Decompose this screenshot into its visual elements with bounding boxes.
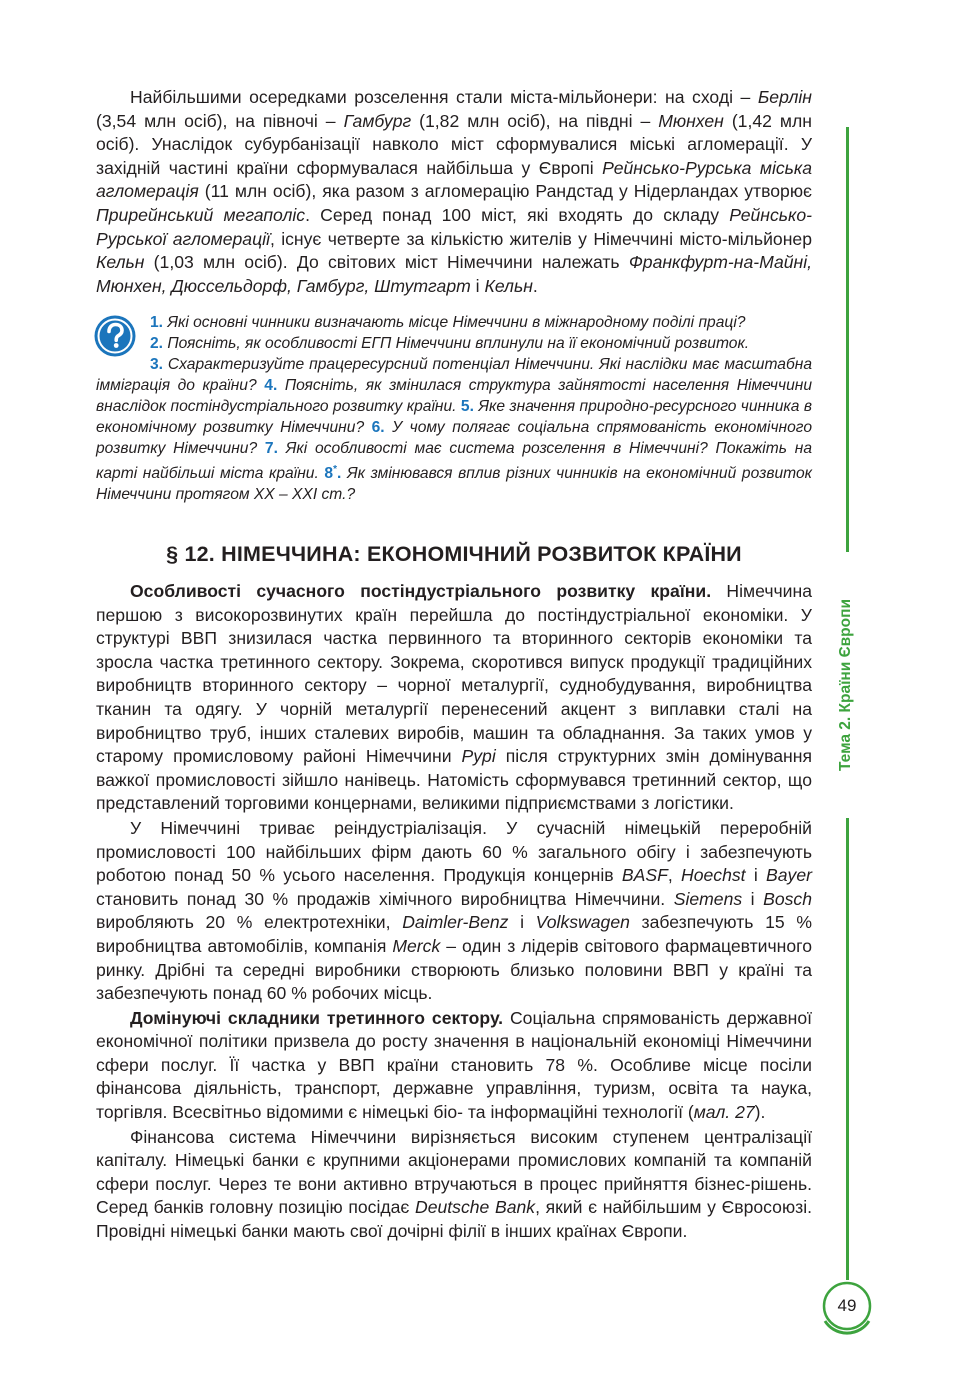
text-run: Найбільшими осередками розселення стали міста-мільйонери: на сході – bbox=[130, 87, 758, 107]
text-run: (3,54 млн осіб), на півночі – bbox=[96, 110, 344, 131]
text-run: – один з лідерів світового фармацевтичного ринку. Дрібні та середні виробники створюють близько половини ВВП у країні та забезпечують понад 60 % робочих місць. bbox=[96, 935, 812, 1004]
question-text: Поясніть, як особливості ЕГП Німеччини вплинули на її економічний розвиток. bbox=[163, 335, 750, 352]
company-siemens: Siemens bbox=[673, 888, 743, 909]
city-cologne: Кельн bbox=[96, 252, 145, 273]
question-text: Як змінювався вплив різних чинників на економічний розвиток Німеччини протягом XX – XXI ст.? bbox=[96, 465, 812, 504]
text-run: після структурних змін домінування важкої промисловості зійшло нанівець. Натомість сформувався третинний сектор, що представлений торговими концернами, великими підприємствами з логістики. bbox=[96, 746, 812, 814]
subheading-postindustrial: Особливості сучасного постіндустріального розвитку країни. bbox=[130, 581, 712, 601]
company-hoechst: Hoechst bbox=[681, 865, 746, 886]
paragraph-settlement bbox=[96, 86, 812, 298]
text-run: Соціальна спрямованість державної економічної політики призвела до росту значення в національній економіці Німеччини сфери послуг. Її частка у ВВП країни становить 78 %. Особливе місце посіли фінансова діяльність, транспорт, державне управління, туризм, освіта та наука, торгівля. Всесвітньо відомими є німецькі біо- та інформаційні технології ( bbox=[96, 1007, 812, 1123]
question-text: Які особливості має система розселення в Німеччині? Покажіть на карті найбільші міста країни. bbox=[96, 440, 812, 483]
region-ruhr: Рурі bbox=[461, 746, 496, 767]
question-number: 8 bbox=[324, 465, 334, 483]
question-text: Схарактеризуйте працересурсний потенціал Німеччини. Які наслідки має масштабна імміграція до країни? bbox=[96, 356, 812, 394]
text-run: (1,82 млн осіб), на півдні – bbox=[411, 110, 659, 131]
question-number: 3. bbox=[150, 356, 164, 373]
text-run: і bbox=[470, 275, 485, 296]
company-bosch: Bosch bbox=[763, 888, 813, 909]
text-run: забезпечують 15 % виробництва автомобілів, компанія bbox=[96, 912, 812, 956]
questions-3-8 bbox=[96, 354, 812, 505]
question-text: Яке значення природно-ресурсного чинника в економічному розвитку Німеччини? bbox=[96, 398, 812, 436]
theme-label-text: Тема 2. Країни Європи bbox=[837, 598, 854, 772]
side-rule-bottom bbox=[846, 818, 849, 1280]
theme-label bbox=[832, 570, 860, 800]
company-merck: Merck bbox=[392, 935, 441, 956]
question-number: 6. bbox=[371, 419, 385, 436]
figure-reference: мал. 27 bbox=[693, 1102, 755, 1123]
text-run: Фінансова система Німеччини вирізняється високим ступенем централізації капіталу. Німецькі банки є крупними акціонерами промислових компаній та компаній сфери послуг. Через те вони активно втручаються в процес прийняття бізнес-рішень. Серед банків головну позицію посідає bbox=[96, 1126, 812, 1218]
city-berlin: Берлін bbox=[757, 87, 812, 107]
text-run: , який є найбільшим у Євросоюзі. Провідні німецькі банки мають свої дочірні філії в інших країнах Європи. bbox=[96, 1197, 812, 1242]
text-run: . Серед понад 100 міст, які входять до складу bbox=[305, 204, 730, 225]
text-run: ). bbox=[754, 1102, 766, 1123]
question-text: Які основні чинники визначають місце Німеччини в міжнародному поділі праці? bbox=[163, 314, 746, 331]
page-number: 49 bbox=[837, 1296, 857, 1315]
question-number: 4. bbox=[264, 377, 278, 394]
city-cologne: Кельн bbox=[484, 275, 533, 296]
company-volkswagen: Volkswagen bbox=[535, 912, 630, 933]
text-run: (1,42 млн осіб). Унаслідок субурбанізації навколо міст сформувалися міські агломерації. У західній частині країни сформувалася найбільша у Європі bbox=[96, 110, 812, 178]
city-hamburg: Гамбург bbox=[343, 110, 412, 131]
question-number-dot: . bbox=[337, 465, 342, 483]
review-questions bbox=[96, 312, 812, 505]
term-rhine-ruhr: Рейнсько-Рурська міська агломерація bbox=[96, 157, 812, 202]
text-run: , існує четверте за кількістю жителів у Німеччині місто-мільйонер bbox=[269, 228, 812, 249]
text-run: і bbox=[745, 865, 767, 886]
text-run: . bbox=[532, 275, 538, 296]
question-mark-circle-icon bbox=[93, 314, 137, 358]
city-munich: Мюнхен bbox=[658, 110, 724, 131]
text-run: У Німеччині триває реіндустріалізація. У сучасній німецькій переробній промисловості 100 найбільших фірм дають 60 % загального обігу і забезпечують роботою понад 50 % усього населення. Продукція концернів bbox=[96, 817, 812, 886]
section-title: § 12. НІМЕЧЧИНА: ЕКОНОМІЧНИЙ РОЗВИТОК КРАЇНИ bbox=[166, 542, 742, 566]
question-text: У чому полягає соціальна спрямованість економічного розвитку Німеччини? bbox=[96, 419, 812, 457]
question-number: 2. bbox=[150, 335, 164, 352]
paragraph-1 bbox=[96, 86, 812, 298]
company-bayer: Bayer bbox=[766, 865, 812, 886]
text-run: і bbox=[742, 888, 764, 909]
side-rule-top bbox=[846, 127, 849, 552]
paragraph-postindustrial bbox=[96, 580, 812, 816]
text-run: становить понад 30 % продажів хімічного виробництва Німеччини. bbox=[96, 888, 674, 909]
paragraph-reindustrialization bbox=[96, 817, 812, 1006]
text-run: (11 млн осіб), яка разом з агломерацію Рандстад у Нідерландах утворює bbox=[198, 181, 812, 202]
section-body bbox=[96, 580, 812, 1245]
question-text: Поясніть, як змінилася структура зайнятості населення Німеччини внаслідок постіндустріального розвитку країни. bbox=[96, 377, 812, 415]
term-megapolis: Прирейнський мегаполіс bbox=[96, 204, 306, 225]
question-star: * bbox=[333, 464, 337, 475]
question-number: 1. bbox=[150, 314, 164, 331]
text-run: , bbox=[667, 865, 682, 886]
company-basf: BASF bbox=[621, 865, 668, 886]
paragraph-tertiary-sector bbox=[96, 1007, 812, 1125]
world-cities: Франкфурт-на-Майні, Мюнхен, Дюссельдорф, Гамбург, Штутгарт bbox=[96, 252, 812, 296]
question-2 bbox=[96, 333, 812, 354]
company-deutsche-bank: Deutsche Bank bbox=[415, 1197, 536, 1218]
text-run: і bbox=[508, 912, 536, 933]
question-number: 7. bbox=[264, 440, 278, 457]
subheading-tertiary: Домінуючі складники третинного сектору. bbox=[130, 1007, 504, 1028]
page-number-badge bbox=[818, 1277, 876, 1335]
question-1 bbox=[96, 312, 812, 333]
text-run: Німеччина першою з високорозвинутих країн перейшла до постіндустріальної економіки. У структурі ВВП знизилася частка первинного та вторинного секторів економіки та зросла частка третинного сектору. Зокрема, скоротився випуск продукції традиційних виробництв вторинного сектору – чорної металургії, суднобудування, виробництва тканин та одягу. У чорній металургії перенесений акцент з виплавки сталі на виробництво труб, інших сталевих виробів, машин та обладнання. За таких умов у старому промисловому районі Німеччини bbox=[96, 581, 812, 767]
paragraph-finance bbox=[96, 1126, 812, 1244]
text-run: виробляють 20 % електротехніки, bbox=[96, 912, 403, 933]
text-run: (1,03 млн осіб). До світових міст Німеччини належать bbox=[144, 252, 629, 273]
question-number: 5. bbox=[460, 398, 474, 415]
term-rhine-ruhr: Рейнсько-Рурської агломерації bbox=[96, 204, 812, 249]
company-daimler-benz: Daimler-Benz bbox=[402, 912, 509, 933]
